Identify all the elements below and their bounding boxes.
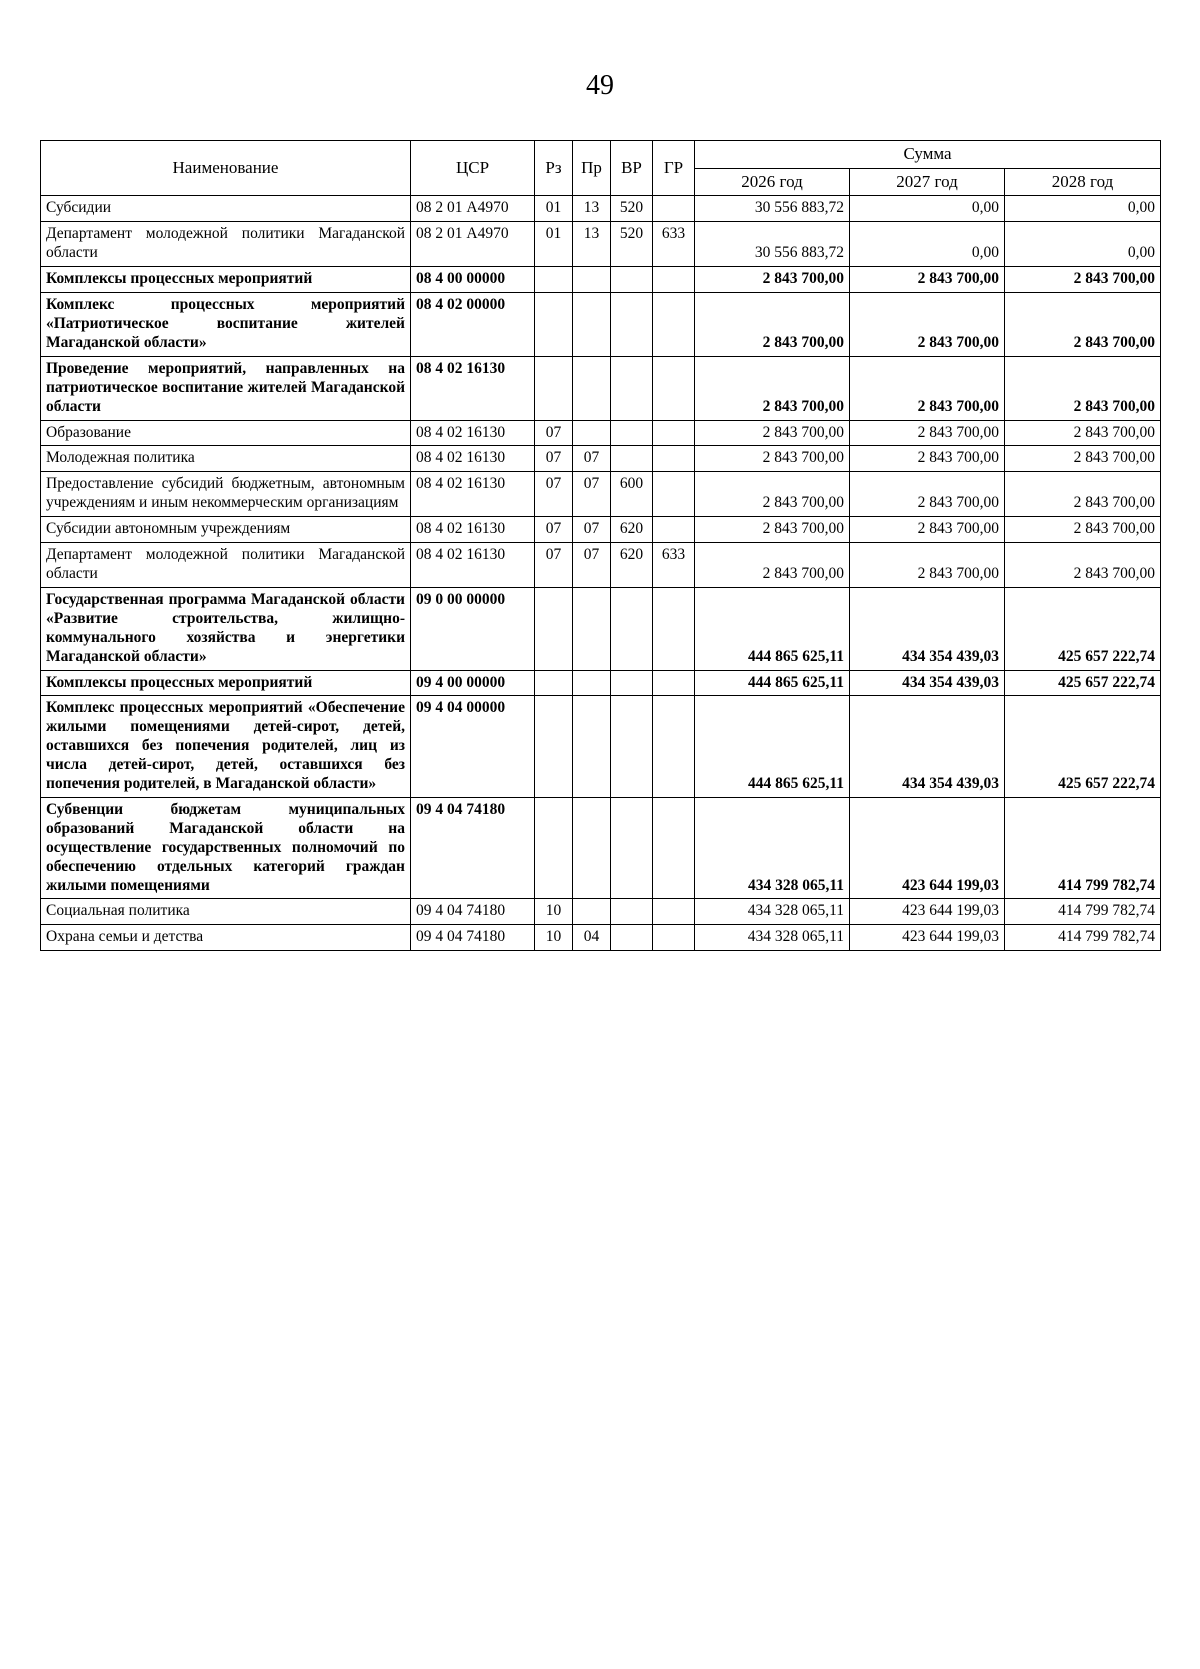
cell-csr: 09 4 00 00000 bbox=[411, 670, 535, 696]
cell-sum-2028: 2 843 700,00 bbox=[1005, 267, 1161, 293]
cell-sum-2026: 2 843 700,00 bbox=[695, 356, 850, 420]
cell-rz: 10 bbox=[535, 899, 573, 925]
header-year-2028: 2028 год bbox=[1005, 168, 1161, 196]
table-row bbox=[41, 925, 1161, 951]
header-csr: ЦСР bbox=[411, 141, 535, 196]
cell-sum-2027: 2 843 700,00 bbox=[850, 543, 1005, 588]
cell-vr bbox=[611, 293, 653, 357]
cell-gr bbox=[653, 797, 695, 899]
cell-name: Комплексы процессных мероприятий bbox=[41, 267, 411, 293]
cell-vr bbox=[611, 696, 653, 798]
table-header bbox=[41, 141, 1161, 196]
cell-csr: 09 4 04 00000 bbox=[411, 696, 535, 798]
cell-gr bbox=[653, 899, 695, 925]
cell-vr: 520 bbox=[611, 196, 653, 222]
table-row bbox=[41, 587, 1161, 670]
cell-vr: 620 bbox=[611, 543, 653, 588]
cell-vr bbox=[611, 356, 653, 420]
cell-vr: 620 bbox=[611, 517, 653, 543]
cell-gr bbox=[653, 517, 695, 543]
cell-gr: 633 bbox=[653, 543, 695, 588]
cell-sum-2027: 2 843 700,00 bbox=[850, 420, 1005, 446]
cell-sum-2027: 2 843 700,00 bbox=[850, 472, 1005, 517]
table-row bbox=[41, 293, 1161, 357]
cell-gr: 633 bbox=[653, 222, 695, 267]
header-name: Наименование bbox=[41, 141, 411, 196]
cell-sum-2028: 2 843 700,00 bbox=[1005, 356, 1161, 420]
cell-pr bbox=[573, 670, 611, 696]
cell-rz: 07 bbox=[535, 472, 573, 517]
cell-sum-2026: 30 556 883,72 bbox=[695, 222, 850, 267]
cell-sum-2028: 2 843 700,00 bbox=[1005, 543, 1161, 588]
cell-csr: 08 4 02 00000 bbox=[411, 293, 535, 357]
cell-pr: 07 bbox=[573, 446, 611, 472]
cell-name: Комплекс процессных мероприятий «Обеспечение жилыми помещениями детей-сирот, детей, оставшихся без попечения родителей, лиц из числа детей-сирот, детей, оставшихся без попечения родителей, в Магаданской области» bbox=[41, 696, 411, 798]
cell-sum-2026: 434 328 065,11 bbox=[695, 925, 850, 951]
cell-csr: 08 2 01 А4970 bbox=[411, 196, 535, 222]
cell-rz: 07 bbox=[535, 543, 573, 588]
cell-rz bbox=[535, 267, 573, 293]
cell-vr bbox=[611, 267, 653, 293]
cell-sum-2027: 2 843 700,00 bbox=[850, 356, 1005, 420]
cell-sum-2027: 434 354 439,03 bbox=[850, 587, 1005, 670]
cell-csr: 08 4 02 16130 bbox=[411, 446, 535, 472]
cell-sum-2027: 0,00 bbox=[850, 222, 1005, 267]
cell-csr: 09 4 04 74180 bbox=[411, 899, 535, 925]
cell-sum-2027: 2 843 700,00 bbox=[850, 267, 1005, 293]
cell-rz: 07 bbox=[535, 446, 573, 472]
cell-sum-2027: 2 843 700,00 bbox=[850, 517, 1005, 543]
cell-name: Комплексы процессных мероприятий bbox=[41, 670, 411, 696]
cell-sum-2026: 2 843 700,00 bbox=[695, 446, 850, 472]
table-row bbox=[41, 899, 1161, 925]
cell-csr: 09 0 00 00000 bbox=[411, 587, 535, 670]
cell-sum-2028: 425 657 222,74 bbox=[1005, 696, 1161, 798]
cell-pr bbox=[573, 267, 611, 293]
cell-sum-2028: 2 843 700,00 bbox=[1005, 517, 1161, 543]
cell-sum-2027: 423 644 199,03 bbox=[850, 797, 1005, 899]
header-gr: ГР bbox=[653, 141, 695, 196]
cell-name: Проведение мероприятий, направленных на патриотическое воспитание жителей Магаданской области bbox=[41, 356, 411, 420]
cell-sum-2027: 423 644 199,03 bbox=[850, 925, 1005, 951]
cell-csr: 08 2 01 А4970 bbox=[411, 222, 535, 267]
cell-rz bbox=[535, 356, 573, 420]
cell-vr: 600 bbox=[611, 472, 653, 517]
cell-name: Социальная политика bbox=[41, 899, 411, 925]
table-row bbox=[41, 670, 1161, 696]
table-row bbox=[41, 797, 1161, 899]
cell-vr bbox=[611, 797, 653, 899]
cell-gr bbox=[653, 670, 695, 696]
cell-sum-2028: 0,00 bbox=[1005, 222, 1161, 267]
cell-name: Субсидии автономным учреждениям bbox=[41, 517, 411, 543]
cell-rz: 01 bbox=[535, 196, 573, 222]
cell-gr bbox=[653, 196, 695, 222]
table-row bbox=[41, 543, 1161, 588]
cell-sum-2026: 2 843 700,00 bbox=[695, 293, 850, 357]
cell-sum-2026: 2 843 700,00 bbox=[695, 543, 850, 588]
table-row bbox=[41, 267, 1161, 293]
cell-pr bbox=[573, 420, 611, 446]
cell-vr bbox=[611, 670, 653, 696]
cell-gr bbox=[653, 446, 695, 472]
cell-rz bbox=[535, 587, 573, 670]
cell-sum-2028: 414 799 782,74 bbox=[1005, 899, 1161, 925]
cell-name: Департамент молодежной политики Магаданской области bbox=[41, 222, 411, 267]
cell-name: Молодежная политика bbox=[41, 446, 411, 472]
table-row bbox=[41, 517, 1161, 543]
budget-table bbox=[40, 140, 1161, 951]
cell-sum-2028: 2 843 700,00 bbox=[1005, 446, 1161, 472]
cell-name: Комплекс процессных мероприятий «Патриотическое воспитание жителей Магаданской области» bbox=[41, 293, 411, 357]
budget-table-container bbox=[40, 140, 1160, 951]
cell-gr bbox=[653, 587, 695, 670]
cell-pr bbox=[573, 587, 611, 670]
table-row bbox=[41, 472, 1161, 517]
cell-sum-2026: 444 865 625,11 bbox=[695, 587, 850, 670]
header-rz: Рз bbox=[535, 141, 573, 196]
cell-rz bbox=[535, 670, 573, 696]
cell-rz: 07 bbox=[535, 517, 573, 543]
cell-gr bbox=[653, 420, 695, 446]
cell-sum-2028: 425 657 222,74 bbox=[1005, 670, 1161, 696]
header-vr: ВР bbox=[611, 141, 653, 196]
cell-sum-2026: 444 865 625,11 bbox=[695, 670, 850, 696]
cell-pr: 07 bbox=[573, 472, 611, 517]
cell-pr bbox=[573, 356, 611, 420]
cell-sum-2027: 2 843 700,00 bbox=[850, 293, 1005, 357]
cell-name: Субвенции бюджетам муниципальных образований Магаданской области на осуществление государственных полномочий по обеспечению отдельных категорий граждан жилыми помещениями bbox=[41, 797, 411, 899]
cell-name: Образование bbox=[41, 420, 411, 446]
table-row bbox=[41, 356, 1161, 420]
cell-vr bbox=[611, 420, 653, 446]
cell-rz: 07 bbox=[535, 420, 573, 446]
cell-name: Субсидии bbox=[41, 196, 411, 222]
cell-pr bbox=[573, 797, 611, 899]
header-pr: Пр bbox=[573, 141, 611, 196]
cell-gr bbox=[653, 293, 695, 357]
cell-gr bbox=[653, 472, 695, 517]
cell-sum-2026: 2 843 700,00 bbox=[695, 420, 850, 446]
cell-sum-2028: 0,00 bbox=[1005, 196, 1161, 222]
cell-sum-2026: 2 843 700,00 bbox=[695, 517, 850, 543]
cell-sum-2028: 414 799 782,74 bbox=[1005, 797, 1161, 899]
cell-sum-2028: 2 843 700,00 bbox=[1005, 472, 1161, 517]
table-row bbox=[41, 222, 1161, 267]
cell-gr bbox=[653, 696, 695, 798]
cell-csr: 08 4 02 16130 bbox=[411, 472, 535, 517]
table-row bbox=[41, 696, 1161, 798]
cell-pr bbox=[573, 696, 611, 798]
cell-sum-2027: 0,00 bbox=[850, 196, 1005, 222]
cell-vr bbox=[611, 925, 653, 951]
cell-sum-2026: 30 556 883,72 bbox=[695, 196, 850, 222]
cell-sum-2027: 434 354 439,03 bbox=[850, 696, 1005, 798]
table-row bbox=[41, 446, 1161, 472]
cell-sum-2028: 414 799 782,74 bbox=[1005, 925, 1161, 951]
cell-gr bbox=[653, 925, 695, 951]
cell-rz: 01 bbox=[535, 222, 573, 267]
table-body bbox=[41, 196, 1161, 951]
cell-vr bbox=[611, 446, 653, 472]
cell-csr: 08 4 02 16130 bbox=[411, 517, 535, 543]
cell-csr: 09 4 04 74180 bbox=[411, 925, 535, 951]
cell-gr bbox=[653, 356, 695, 420]
cell-rz bbox=[535, 696, 573, 798]
cell-pr: 13 bbox=[573, 196, 611, 222]
cell-csr: 08 4 02 16130 bbox=[411, 356, 535, 420]
cell-pr bbox=[573, 293, 611, 357]
cell-csr: 09 4 04 74180 bbox=[411, 797, 535, 899]
cell-sum-2026: 2 843 700,00 bbox=[695, 472, 850, 517]
cell-sum-2026: 444 865 625,11 bbox=[695, 696, 850, 798]
cell-sum-2028: 425 657 222,74 bbox=[1005, 587, 1161, 670]
cell-vr bbox=[611, 899, 653, 925]
cell-rz bbox=[535, 293, 573, 357]
cell-csr: 08 4 02 16130 bbox=[411, 420, 535, 446]
header-year-2027: 2027 год bbox=[850, 168, 1005, 196]
cell-name: Охрана семьи и детства bbox=[41, 925, 411, 951]
cell-sum-2027: 2 843 700,00 bbox=[850, 446, 1005, 472]
cell-sum-2027: 423 644 199,03 bbox=[850, 899, 1005, 925]
table-row bbox=[41, 420, 1161, 446]
cell-sum-2026: 2 843 700,00 bbox=[695, 267, 850, 293]
header-year-2026: 2026 год bbox=[695, 168, 850, 196]
cell-pr bbox=[573, 899, 611, 925]
cell-sum-2027: 434 354 439,03 bbox=[850, 670, 1005, 696]
cell-gr bbox=[653, 267, 695, 293]
cell-pr: 07 bbox=[573, 517, 611, 543]
cell-rz bbox=[535, 797, 573, 899]
header-sum: Сумма bbox=[695, 141, 1161, 169]
cell-csr: 08 4 02 16130 bbox=[411, 543, 535, 588]
cell-csr: 08 4 00 00000 bbox=[411, 267, 535, 293]
cell-sum-2028: 2 843 700,00 bbox=[1005, 420, 1161, 446]
cell-vr: 520 bbox=[611, 222, 653, 267]
page-number: 49 bbox=[586, 70, 614, 101]
cell-name: Государственная программа Магаданской области «Развитие строительства, жилищно-коммунального хозяйства и энергетики Магаданской области» bbox=[41, 587, 411, 670]
cell-pr: 04 bbox=[573, 925, 611, 951]
table-row bbox=[41, 196, 1161, 222]
cell-pr: 13 bbox=[573, 222, 611, 267]
cell-name: Департамент молодежной политики Магаданской области bbox=[41, 543, 411, 588]
cell-sum-2026: 434 328 065,11 bbox=[695, 899, 850, 925]
cell-rz: 10 bbox=[535, 925, 573, 951]
cell-pr: 07 bbox=[573, 543, 611, 588]
cell-sum-2028: 2 843 700,00 bbox=[1005, 293, 1161, 357]
cell-vr bbox=[611, 587, 653, 670]
cell-name: Предоставление субсидий бюджетным, автономным учреждениям и иным некоммерческим организациям bbox=[41, 472, 411, 517]
cell-sum-2026: 434 328 065,11 bbox=[695, 797, 850, 899]
